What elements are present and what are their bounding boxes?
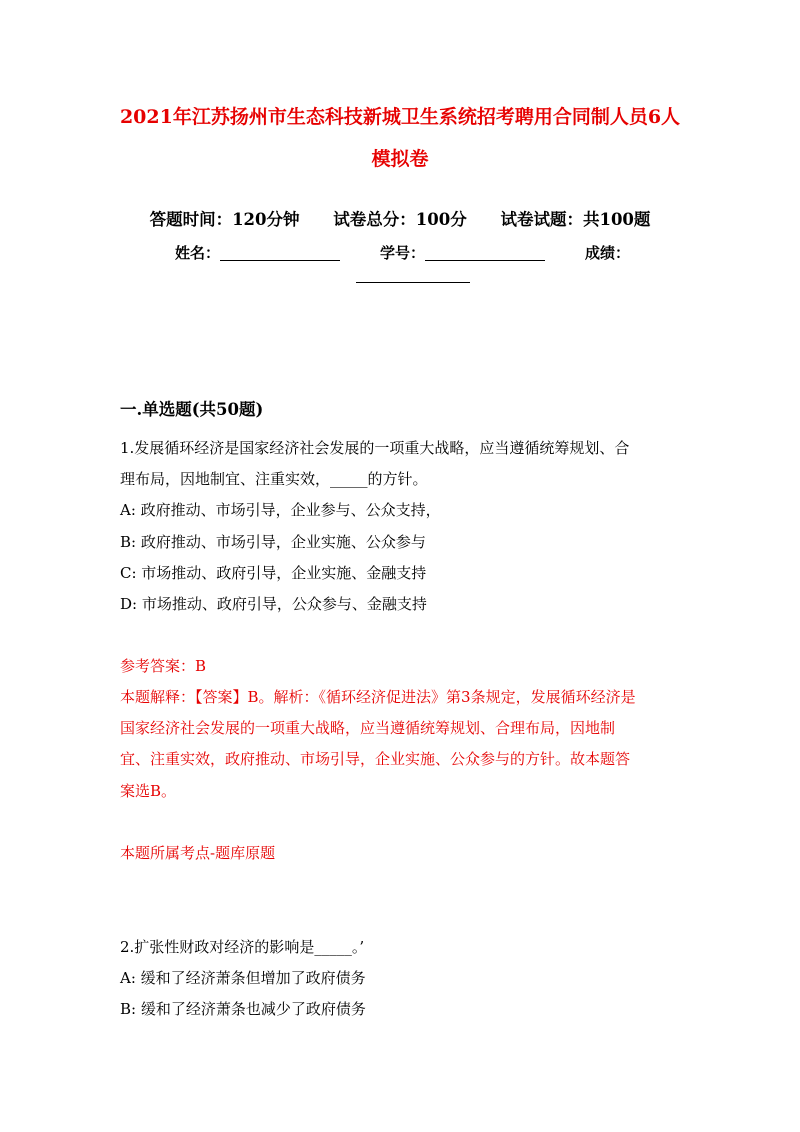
exam-title-line2: 模拟卷 [371,148,429,170]
q1-explanation-line3: 宜、注重实效，政府推动、市场引导，企业实施、公众参与的方针。故本题答 [120,750,631,768]
exam-total-score: 试卷总分：100分 [333,210,467,229]
name-blank[interactable] [220,246,340,261]
student-id-label: 学号： [380,244,426,262]
q1-option-b: B: 政府推动、市场引导，企业实施、公众参与 [120,533,426,551]
q1-option-a: A: 政府推动、市场引导，企业参与、公众支持， [120,501,441,519]
name-label: 姓名： [175,244,221,262]
score-blank[interactable] [356,282,470,283]
section-title: 一.单选题(共50题) [120,400,264,419]
q2-stem: 2.扩张性财政对经济的影响是_____。’ [120,938,365,956]
q1-answer: 参考答案：B [120,657,207,675]
student-id-blank[interactable] [425,246,545,261]
q1-stem-line2: 理布局，因地制宜、注重实效，_____的方针。 [120,470,428,488]
q1-option-d: D: 市场推动、政府引导，公众参与、金融支持 [120,595,427,613]
q1-explanation-line2: 国家经济社会发展的一项重大战略，应当遵循统筹规划、合理布局，因地制 [120,719,616,737]
q2-option-a: A: 缓和了经济萧条但增加了政府债务 [120,969,366,987]
q1-stem-line1: 1.发展循环经济是国家经济社会发展的一项重大战略，应当遵循统筹规划、合 [120,439,630,457]
exam-title-line1: 2021年江苏扬州市生态科技新城卫生系统招考聘用合同制人员6人 [119,106,681,128]
q2-option-b: B: 缓和了经济萧条也减少了政府债务 [120,1000,366,1018]
exam-time: 答题时间：120分钟 [149,210,300,229]
exam-question-count: 试卷试题：共100题 [500,210,651,229]
exam-meta [0,212,800,229]
q1-explanation-line1: 本题解释：【答案】B。解析：《循环经济促进法》第3条规定，发展循环经济是 [120,688,636,706]
q1-explanation-line4: 案选B。 [120,782,177,800]
q1-option-c: C: 市场推动、政府引导，企业实施、金融支持 [120,564,427,582]
student-info-line [175,246,630,261]
q1-topic: 本题所属考点-题库原题 [120,844,276,862]
score-label: 成绩： [585,244,631,262]
